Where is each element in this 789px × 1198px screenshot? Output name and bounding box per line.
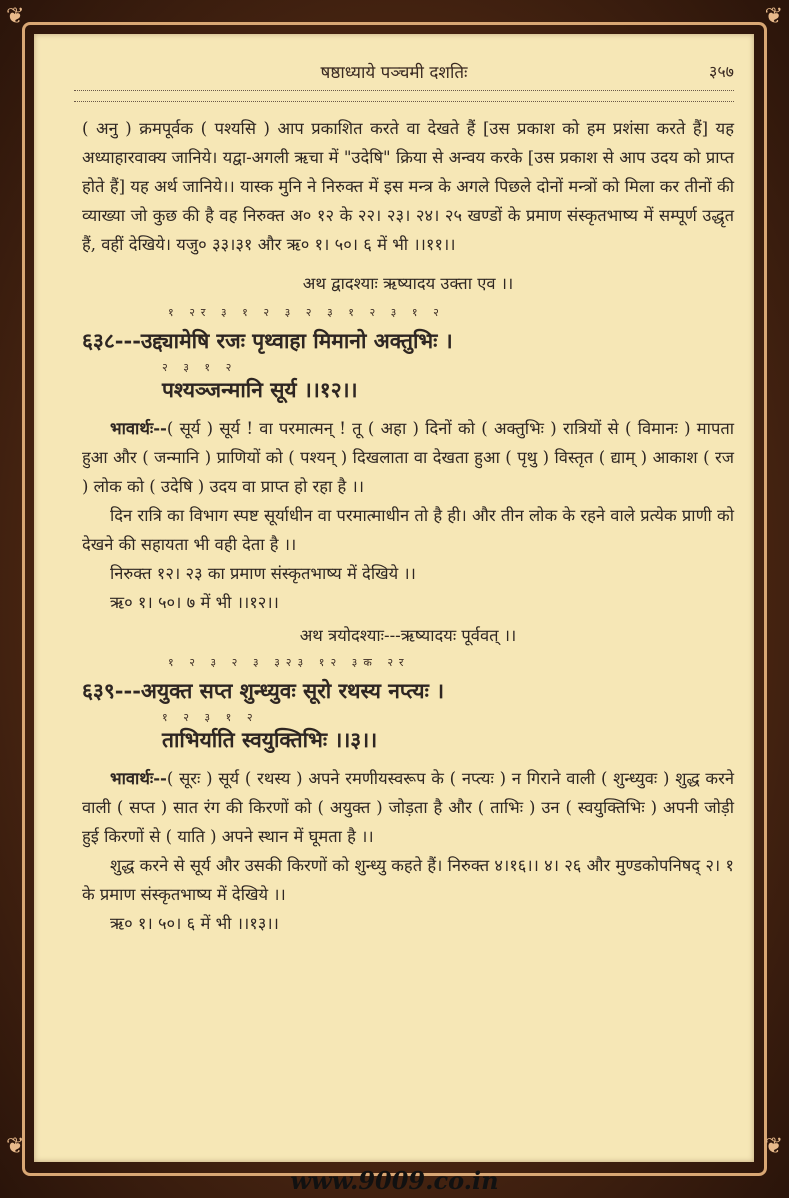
note-paragraph: ऋ० १। ५०। ६ में भी ।।१३।। xyxy=(110,914,279,933)
bhavartha-label: भावार्थः-- xyxy=(110,769,167,788)
mantra-line: ६३८---उद्द्यामेषि रजः पृथ्वाहा मिमानो अक्तुभिः । xyxy=(82,328,453,353)
note-paragraph: दिन रात्रि का विभाग स्पष्ट सूर्याधीन वा परमात्माधीन तो है ही। और तीन लोक के रहने वाले प्रत्येक प्राणी को देखने की सहायता भी वही देता है ।। xyxy=(82,506,734,554)
svara-marks: १ २ ३ १ २ xyxy=(162,711,259,724)
svara-marks: १ २र ३ १ २ ३ २ ३ १ २ ३ १ २ xyxy=(168,306,445,319)
page-body xyxy=(82,114,734,938)
note-paragraph: शुद्ध करने से सूर्य और उसकी किरणों को शुन्ध्यु कहते हैं। निरुक्त ४।१६।। ४। २६ और मुण्डकोपनिषद् २। १ के प्रमाण संस्कृतभाष्य में देखिये ।। xyxy=(82,856,734,904)
mantra-line: पश्यञ्जन्मानि सूर्य ।।१२।। xyxy=(162,377,358,402)
section-heading: अथ त्रयोदश्याः---ऋष्यादयः पूर्ववत् ।। xyxy=(299,626,517,645)
svara-marks: १ २ ३ २ ३ ३२३ १२ ३क २र xyxy=(168,656,410,669)
note-paragraph: निरुक्त १२। २३ का प्रमाण संस्कृतभाष्य में देखिये ।। xyxy=(110,564,416,583)
document-page xyxy=(34,34,754,1162)
corner-ornament-icon: ❦ xyxy=(6,4,25,29)
header-divider xyxy=(74,90,734,102)
corner-ornament-icon: ❦ xyxy=(764,1134,783,1159)
mantra-line: ताभिर्याति स्वयुक्तिभिः ।।३।। xyxy=(162,727,378,752)
corner-ornament-icon: ❦ xyxy=(6,1134,25,1159)
footer-url[interactable]: www.9009.co.in xyxy=(290,1166,499,1195)
mantra-line: ६३९---अयुक्त सप्त शुन्ध्युवः सूरो रथस्य नप्त्यः । xyxy=(82,678,445,703)
corner-ornament-icon: ❦ xyxy=(764,4,783,29)
section-heading: अथ द्वादश्याः ऋष्यादय उक्ता एव ।। xyxy=(302,274,514,293)
paragraph: ( अनु ) क्रमपूर्वक ( पश्यसि ) आप प्रकाशित करते वा देखते हैं [उस प्रकाश को हम प्रशंसा करते हैं] यह अध्याहारवाक्य जानिये। यद्वा-अगली ऋचा में "उदेषि" क्रिया से अन्वय करके [उस प्रकाश से आप उदय को प्राप्त होते हैं] यह अर्थ जानिये।। यास्क मुनि ने निरुक्त में इस मन्त्र के अगले पिछले दोनों मन्त्रों को मिला कर तीनों की व्याख्या जो कुछ की है वह निरुक्त अ० १२ के २२। २३। २४। २५ खण्डों के प्रमाण संस्कृतभाष्य में सम्पूर्ण उद्धृत हैं, वहीं देखिये। यजु० ३३।३१ और ऋ० १। ५०। ६ में भी ।।११।। xyxy=(82,119,734,254)
page-header: षष्ठाध्याये पञ्चमी दशतिः xyxy=(320,63,468,83)
svara-marks: २ ३ १ २ xyxy=(162,361,238,374)
bhavartha-label: भावार्थः-- xyxy=(110,419,167,438)
note-paragraph: ऋ० १। ५०। ७ में भी ।।१२।। xyxy=(110,593,279,612)
page-number: ३५७ xyxy=(709,62,734,81)
bhavartha-text: ( सूर्य ) सूर्य ! वा परमात्मन् ! तू ( अहा ) दिनों को ( अक्तुभिः ) रात्रियों से ( विमानः ) मापता हुआ और ( जन्मानि ) प्राणियों को ( पश्यन् ) दिखलाता वा देखता हुआ ( पृथु ) विस्तृत ( द्याम् ) आकाश ( रज ) लोक को ( उदेषि ) उदय वा प्राप्त हो रहा है ।। xyxy=(82,419,734,496)
bhavartha xyxy=(82,764,734,851)
bhavartha-text: ( सूरः ) सूर्य ( रथस्य ) अपने रमणीयस्वरूप के ( नप्त्यः ) न गिराने वाली ( शुन्ध्युवः ) शुद्ध करने वाली ( सप्त ) सात रंग की किरणों को ( अयुक्त ) जोड़ता है और ( ताभिः ) उन ( स्वयुक्तिभिः ) अपनी जोड़ी हुई किरणों से ( याति ) अपने स्थान में घूमता है ।। xyxy=(82,769,734,846)
bhavartha xyxy=(82,414,734,501)
